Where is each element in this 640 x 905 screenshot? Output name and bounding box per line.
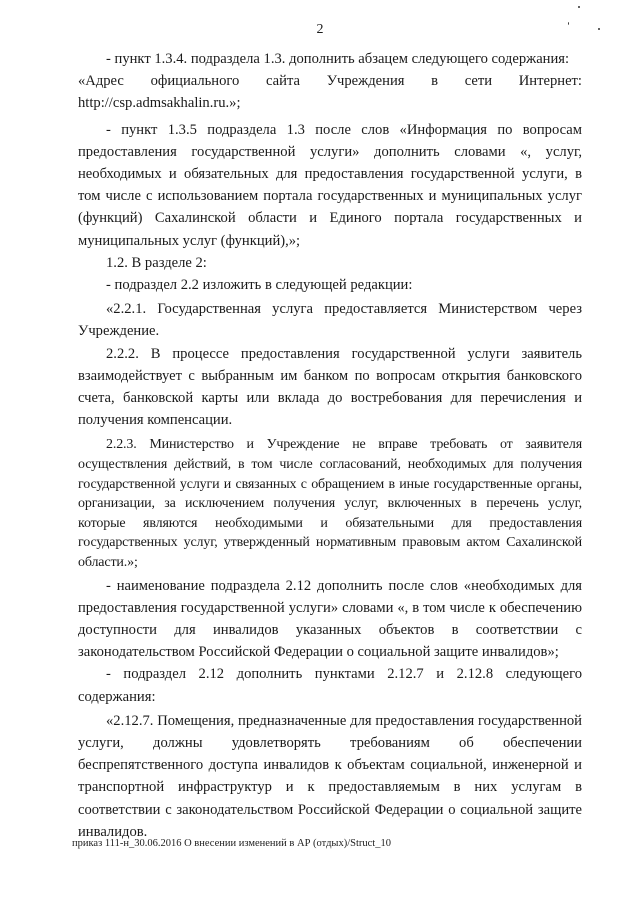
scan-speck — [568, 22, 569, 25]
paragraph: «2.2.1. Государственная услуга предоставляется Министерством через Учреждение. — [78, 301, 582, 340]
paragraph: http://csp.admsakhalin.ru.»; — [78, 95, 241, 112]
paragraph: 1.2. В разделе 2: — [106, 254, 207, 271]
paragraph: - подраздел 2.12 дополнить пунктами 2.12.7 и 2.12.8 следующего содержания: — [78, 666, 582, 705]
paragraph: «2.12.7. Помещения, предназначенные для предоставления государственной услуги, должны удовлетворять требованиям об обеспечении беспрепятственного доступа инвалидов к объектам социальной, инженерной и транспортной инфраструктур и к предоставляемым в них услугам в соответствии с законодательством Российской Федерации о социальной защите инвалидов. — [78, 712, 582, 840]
paragraph: - наименование подраздела 2.12 дополнить после слов «необходимых для предоставления государственной услуги» словами «, в том числе к обеспечению доступности для инвалидов указанных объектов в соответствии с законодательством Российской Федерации о социальной защите инвалидов»; — [78, 577, 582, 661]
paragraph: «Адрес официального сайта Учреждения в сети Интернет: — [78, 73, 582, 90]
page-number: 2 — [316, 22, 324, 37]
document-body — [78, 48, 582, 843]
paragraph: 2.2.2. В процессе предоставления государственной услуги заявитель взаимодействует с выбранным им банком по вопросам открытия банковского счета, банковской карты или вклада до востребования для перечисления и получения компенсации. — [78, 345, 582, 429]
paragraph: - подраздел 2.2 изложить в следующей редакции: — [106, 277, 413, 294]
paragraph: - пункт 1.3.5 подраздела 1.3 после слов «Информация по вопросам предоставления государственной услуги» дополнить словами «, услуг, необходимых и обязательных для предоставления государственной услуги, в том числе с использованием портала государственных и муниципальных услуг (функций) Сахалинской области и Единого портала государственных и муниципальных услуг (функций),»; — [78, 121, 582, 249]
scan-speck — [578, 6, 580, 8]
paragraph: 2.2.3. Министерство и Учреждение не вправе требовать от заявителя осуществления действий, в том числе согласований, необходимых для получения государственной услуги и связанных с обращением в иные государственные органы, организации, за исключением получения услуг, включенных в перечень услуг, которые являются необходимыми и обязательными для предоставления государственных услуг, утвержденный нормативным правовым актом Сахалинской области.»; — [78, 437, 582, 571]
paragraph: - пункт 1.3.4. подраздела 1.3. дополнить абзацем следующего содержания: — [106, 51, 570, 67]
scan-speck — [598, 28, 600, 30]
footer-document-path: приказ 111-н_30.06.2016 О внесении изменений в АР (отдых)/Struct_10 — [72, 838, 391, 849]
